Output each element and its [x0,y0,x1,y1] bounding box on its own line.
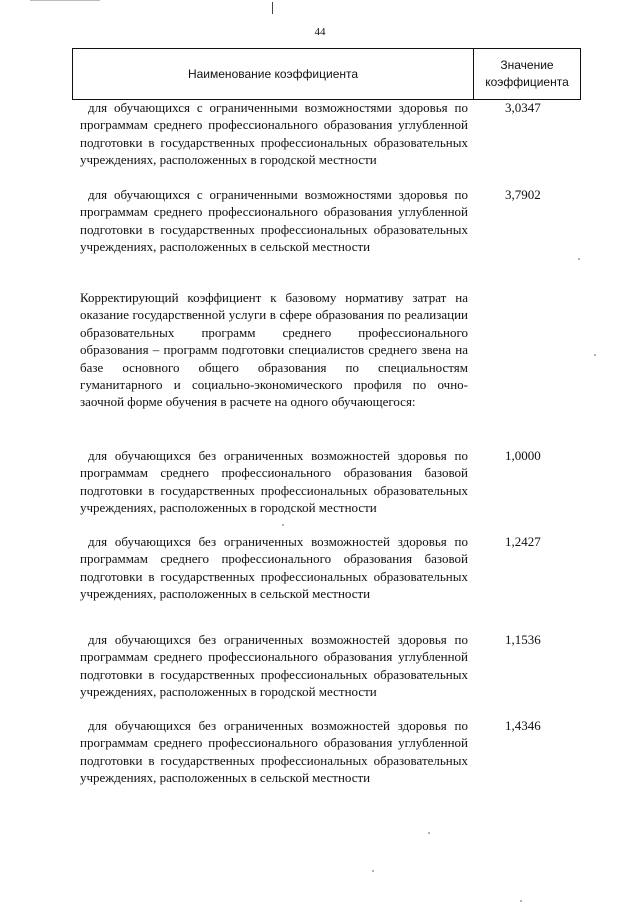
scan-edge-line [30,0,100,1]
header-coefficient-value [474,49,580,99]
row-coefficient-value: 3,0347 [505,100,541,115]
row-description: для обучающихся без ограниченных возможностей здоровья по программам среднего профессионального образования базовой подготовки в государственных профессиональных образовательных учреждениях, расположенных в городской местности [80,448,468,516]
scan-speck [372,870,374,872]
header-value-line2: коэффициента [485,75,569,89]
row-description: для обучающихся без ограниченных возможностей здоровья по программам среднего профессионального образования базовой подготовки в государственных профессиональных образовательных учреждениях, расположенных в сельской местности [80,534,468,602]
row-coefficient-value: 1,0000 [505,448,541,463]
row-coefficient-value: 1,4346 [505,718,541,733]
header-coefficient-name: Наименование коэффициента [187,67,359,81]
scan-speck [594,354,596,356]
scan-speck [282,524,284,526]
scan-speck [520,900,522,902]
row-coefficient-value: 1,2427 [505,534,541,549]
row-coefficient-value: 1,1536 [505,632,541,647]
coefficient-table-header [72,48,581,100]
scan-mark [272,2,273,14]
scan-speck [578,258,580,260]
row-coefficient-value: 3,7902 [505,187,541,202]
row-description: для обучающихся с ограниченными возможностями здоровья по программам среднего профессионального образования углубленной подготовки в государственных профессиональных образовательных учреждениях, расположенных в городской местности [80,100,468,168]
row-description: для обучающихся без ограниченных возможностей здоровья по программам среднего профессионального образования углубленной подготовки в государственных профессиональных образовательных учреждениях, расположенных в городской местности [80,632,468,700]
page-number: 44 [314,26,326,38]
row-description: для обучающихся без ограниченных возможностей здоровья по программам среднего профессионального образования углубленной подготовки в государственных профессиональных образовательных учреждениях, расположенных в сельской местности [80,718,468,786]
scan-speck [428,832,430,834]
row-description: для обучающихся с ограниченными возможностями здоровья по программам среднего профессионального образования углубленной подготовки в государственных профессиональных образовательных учреждениях, расположенных в сельской местности [80,187,468,255]
row-section-heading: Корректирующий коэффициент к базовому нормативу затрат на оказание государственной услуги в сфере образования по реализации образовательных программ среднего профессионального образования – программ подготовки специалистов среднего звена на базе основного общего образования по специальностям гуманитарного и социально-экономического профиля по очно-заочной форме обучения в расчете на одного обучающегося: [80,290,468,410]
header-value-line1: Значение [500,58,554,72]
